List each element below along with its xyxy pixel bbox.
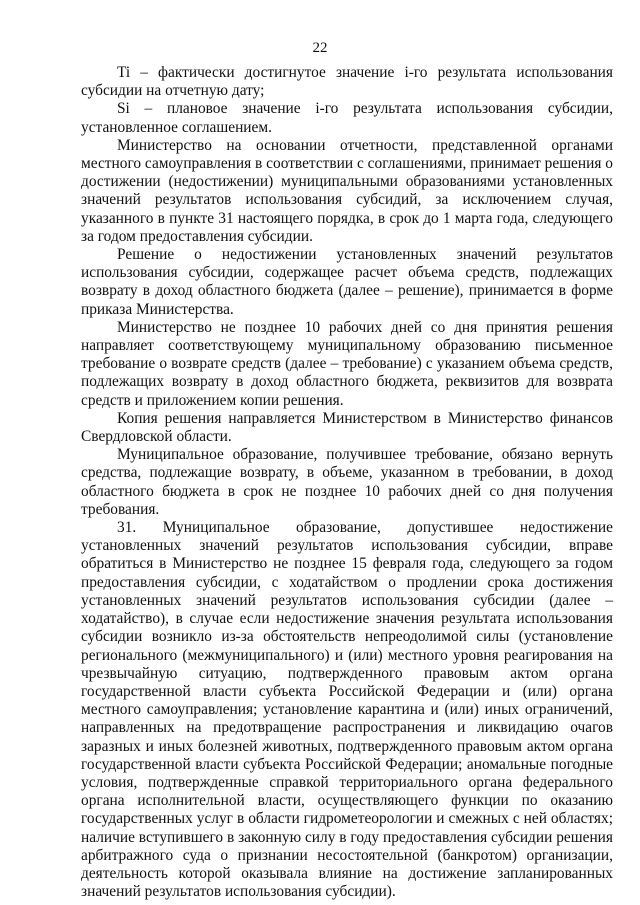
page-number: 22 xyxy=(312,40,328,56)
paragraph-ti-definition: Ti – фактически достигнутое значение i-го результата использования субсидии на отчетную дату; xyxy=(81,64,613,100)
document-body xyxy=(81,64,613,901)
paragraph-return-obligation: Муниципальное образование, получившее требование, обязано вернуть средства, подлежащие возврату, в объеме, указанном в требовании, в доход областного бюджета в срок не позднее 10 рабочих дней со дня получения требования. xyxy=(81,446,613,518)
paragraph-si-definition: Si – плановое значение i-го результата использования субсидии, установленное соглашением. xyxy=(81,100,613,136)
paragraph-ministry-decision: Министерство на основании отчетности, представленной органами местного самоуправления в соответствии с соглашениями, принимает решения о достижении (недостижении) муниципальными образованиями установленных значений результатов использования субсидий, за исключением случая, указанного в пункте 31 настоящего порядка, в срок до 1 марта года, следующего за годом предоставления субсидии. xyxy=(81,136,613,245)
paragraph-decision-form: Решение о недостижении установленных значений результатов использования субсидии, содержащее расчет объема средств, подлежащих возврату в доход областного бюджета (далее – решение), принимается в форме приказа Министерства. xyxy=(81,246,613,318)
paragraph-copy-to-finance: Копия решения направляется Министерством в Министерство финансов Свердловской области. xyxy=(81,409,613,446)
paragraph-clause-31: 31. Муниципальное образование, допустившее недостижение установленных значений результатов использования субсидии, вправе обратиться в Министерство не позднее 15 февраля года, следующего за годом предоставления субсидии, с ходатайством о продлении срока достижения установленных значений результатов использования субсидии (далее – ходатайство), в случае если недостижение значения результата использования субсидии возникло из-за обстоятельств непреодолимой силы (установление регионального (межмуниципального) и (или) местного уровня реагирования на чрезвычайную ситуацию, подтвержденного правовым актом органа государственной власти субъекта Российской Федерации и (или) органа местного самоуправления; установление карантина и (или) иных ограничений, направленных на предотвращение распространения и ликвидацию очагов заразных и иных болезней животных, подтвержденного правовым актом органа государственной власти субъекта Российской Федерации; аномальные погодные условия, подтвержденные справкой территориального органа федерального органа исполнительной власти, осуществляющего функции по оказанию государственных услуг в области гидрометеорологии и смежных с ней областях; наличие вступившего в законную силу в году предоставления субсидии решения арбитражного суда о признании несостоятельной (банкротом) организации, деятельность которой оказывала влияние на достижение запланированных значений результатов использования субсидии). xyxy=(81,519,613,901)
paragraph-return-requirement: Министерство не позднее 10 рабочих дней со дня принятия решения направляет соответствующему муниципальному образованию письменное требование о возврате средств (далее – требование) с указанием объема средств, подлежащих возврату в доход областного бюджета, реквизитов для возврата средств и приложением копии решения. xyxy=(81,318,613,409)
